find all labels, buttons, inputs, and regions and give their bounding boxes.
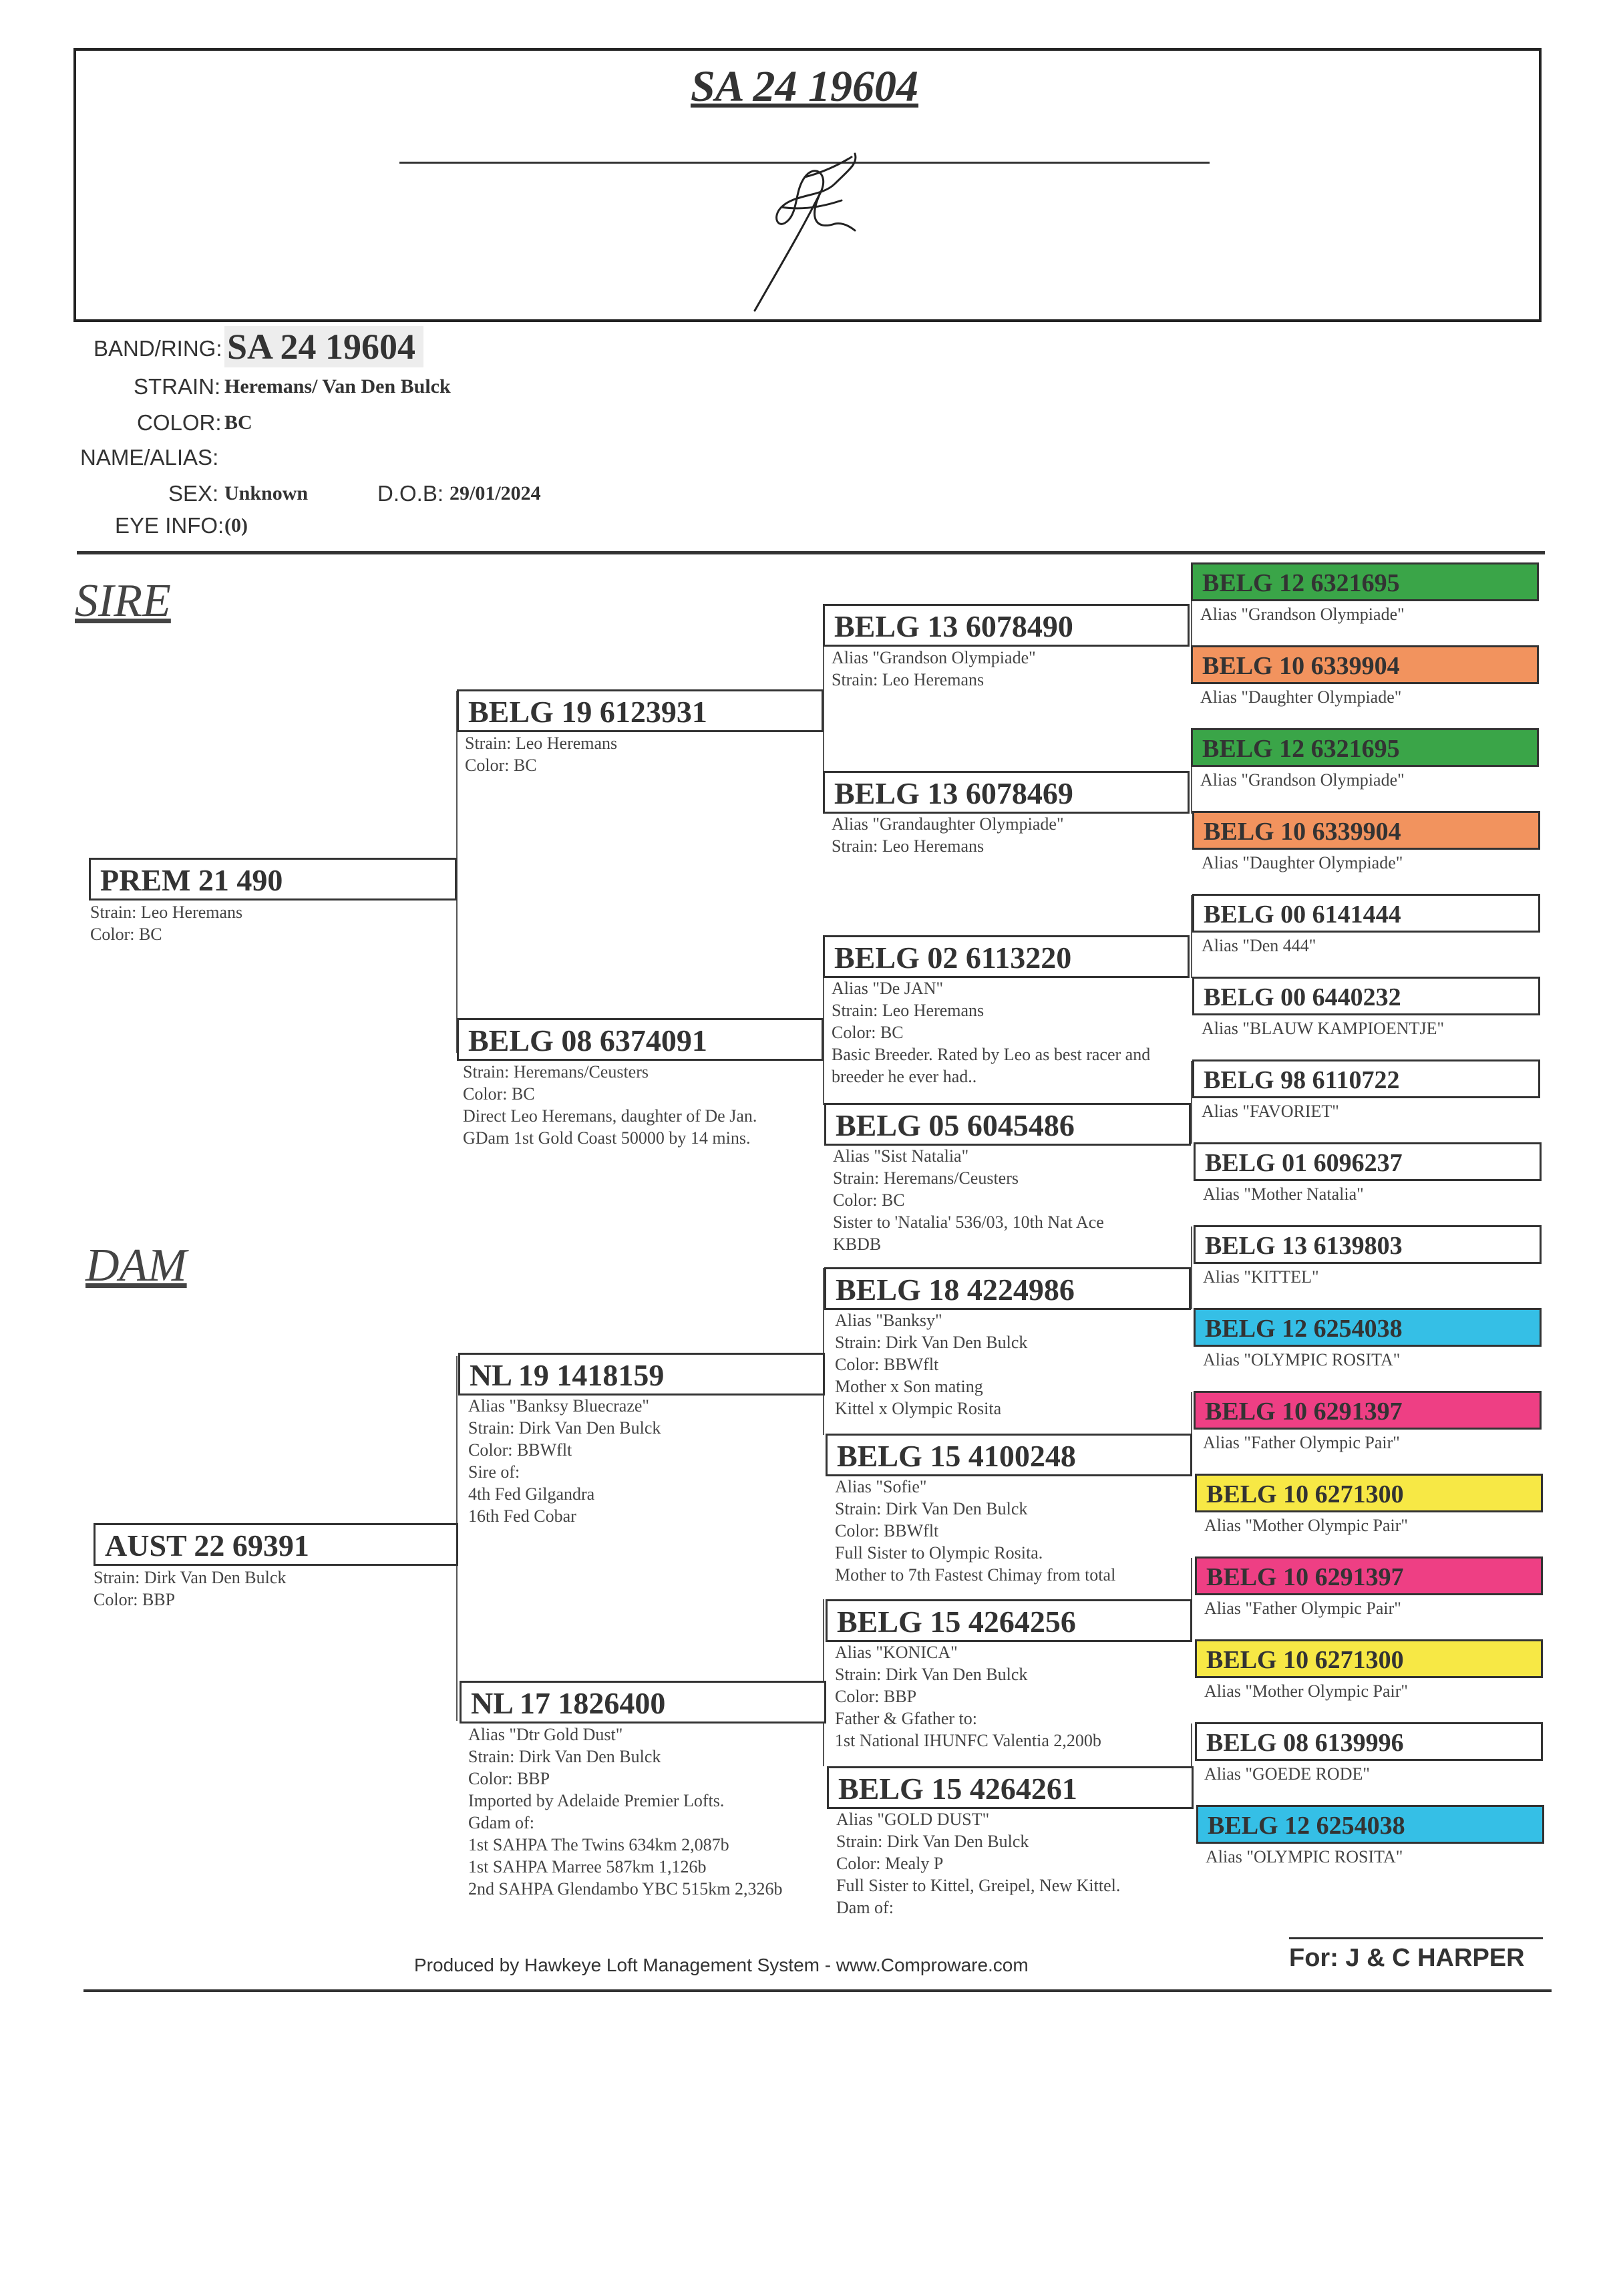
dam-dam-info: Alias "Dtr Gold Dust" Strain: Dirk Van Den Bulck Color: BBP Imported by Adelaide Premier Lofts. Gdam of: 1st SAHPA The Twins 634km 2,087b 1st SAHPA Marree 587km 1,126b 2nd SAHPA Glendambo YBC 515km 2,326b <box>468 1725 783 1899</box>
g3-info-2: Alias "Grandaughter Olympiade" Strain: Leo Heremans <box>832 814 1064 856</box>
g3-ring-7: BELG 15 4264256 <box>826 1599 1192 1642</box>
g4-ring-11: BELG 10 6291397 <box>1194 1391 1542 1430</box>
sex-label: SEX: <box>168 481 219 506</box>
g4-alias-16: Alias "OLYMPIC ROSITA" <box>1206 1847 1403 1866</box>
g4-ring-10: BELG 12 6254038 <box>1194 1308 1542 1347</box>
color-value: BC <box>224 412 252 434</box>
g4-alias-5: Alias "Den 444" <box>1202 936 1316 955</box>
g3-ring-1: BELG 13 6078490 <box>823 604 1190 647</box>
divider <box>77 551 1545 554</box>
signature-icon <box>741 137 888 317</box>
dam-sire-ring: NL 19 1418159 <box>458 1353 825 1396</box>
g4-alias-3: Alias "Grandson Olympiade" <box>1200 770 1405 790</box>
g3-ring-5: BELG 18 4224986 <box>824 1267 1191 1310</box>
dam-section-label: DAM <box>85 1240 187 1291</box>
g4-ring-15: BELG 08 6139996 <box>1195 1722 1543 1761</box>
connector-line <box>1191 1226 1192 1309</box>
g4-ring-4: BELG 10 6339904 <box>1192 811 1540 850</box>
g4-alias-6: Alias "BLAUW KAMPIOENTJE" <box>1202 1019 1445 1038</box>
sire-sire-info: Strain: Leo Heremans Color: BC <box>465 733 618 775</box>
g3-ring-3: BELG 02 6113220 <box>823 935 1190 978</box>
g3-ring-6: BELG 15 4100248 <box>826 1434 1192 1476</box>
strain-value: Heremans/ Van Den Bulck <box>224 375 451 397</box>
g4-alias-10: Alias "OLYMPIC ROSITA" <box>1203 1350 1401 1369</box>
g4-ring-8: BELG 01 6096237 <box>1194 1142 1542 1181</box>
band-label: BAND/RING: <box>94 336 222 361</box>
footer-rule <box>83 1989 1552 1992</box>
dam-info: Strain: Dirk Van Den Bulck Color: BBP <box>94 1568 287 1609</box>
dam-dam-ring: NL 17 1826400 <box>460 1681 826 1724</box>
sire-ring: PREM 21 490 <box>89 858 457 900</box>
g3-info-5: Alias "Banksy" Strain: Dirk Van Den Bulck Color: BBWflt Mother x Son mating Kittel x Olympic Rosita <box>835 1311 1028 1418</box>
g4-ring-3: BELG 12 6321695 <box>1191 728 1539 767</box>
g3-info-1: Alias "Grandson Olympiade" Strain: Leo Heremans <box>832 648 1036 689</box>
g3-info-4: Alias "Sist Natalia" Strain: Heremans/Ceusters Color: BC Sister to 'Natalia' 536/03, 10th Nat Ace KBDB <box>833 1146 1104 1254</box>
footer-for-rule <box>1289 1937 1543 1939</box>
g4-alias-11: Alias "Father Olympic Pair" <box>1203 1433 1400 1452</box>
g3-ring-4: BELG 05 6045486 <box>824 1103 1191 1146</box>
g3-ring-8: BELG 15 4264261 <box>827 1766 1194 1809</box>
footer-produced: Produced by Hawkeye Loft Management System - www.Comproware.com <box>414 1955 1029 1975</box>
g3-ring-2: BELG 13 6078469 <box>823 771 1190 814</box>
g4-ring-5: BELG 00 6141444 <box>1192 894 1540 933</box>
dam-sire-info: Alias "Banksy Bluecraze" Strain: Dirk Van Den Bulck Color: BBWflt Sire of: 4th Fed Gilgandra 16th Fed Cobar <box>468 1396 661 1526</box>
g4-ring-1: BELG 12 6321695 <box>1191 562 1539 601</box>
sire-info: Strain: Leo Heremans Color: BC <box>90 903 243 944</box>
g4-ring-7: BELG 98 6110722 <box>1192 1059 1540 1098</box>
g3-info-8: Alias "GOLD DUST" Strain: Dirk Van Den Bulck Color: Mealy P Full Sister to Kittel, Greipel, New Kittel. Dam of: <box>836 1810 1121 1917</box>
g4-alias-4: Alias "Daughter Olympiade" <box>1202 853 1403 872</box>
sire-dam-ring: BELG 08 6374091 <box>457 1018 824 1061</box>
document-title: SA 24 19604 <box>690 62 919 111</box>
g4-alias-2: Alias "Daughter Olympiade" <box>1200 687 1402 707</box>
g4-ring-9: BELG 13 6139803 <box>1194 1225 1542 1264</box>
g4-ring-12: BELG 10 6271300 <box>1195 1474 1543 1512</box>
sire-dam-info: Strain: Heremans/Ceusters Color: BC Direct Leo Heremans, daughter of De Jan. GDam 1st Gold Coast 50000 by 14 mins. <box>463 1062 757 1148</box>
g4-alias-12: Alias "Mother Olympic Pair" <box>1204 1516 1409 1535</box>
g3-info-3: Alias "De JAN" Strain: Leo Heremans Color: BC Basic Breeder. Rated by Leo as best racer and breeder he ever had.. <box>832 979 1151 1086</box>
g4-ring-13: BELG 10 6291397 <box>1195 1556 1543 1595</box>
dob-label: D.O.B: <box>377 481 444 506</box>
strain-label: STRAIN: <box>134 374 221 399</box>
g4-alias-1: Alias "Grandson Olympiade" <box>1200 605 1405 624</box>
g4-alias-15: Alias "GOEDE RODE" <box>1204 1764 1370 1784</box>
sire-section-label: SIRE <box>75 575 171 627</box>
color-label: COLOR: <box>137 410 222 435</box>
g4-alias-9: Alias "KITTEL" <box>1203 1267 1319 1287</box>
g4-ring-6: BELG 00 6440232 <box>1192 977 1540 1015</box>
band-value: SA 24 19604 <box>224 326 423 367</box>
footer-for: For: J & C HARPER <box>1289 1944 1525 1972</box>
g4-ring-2: BELG 10 6339904 <box>1191 645 1539 684</box>
g3-info-7: Alias "KONICA" Strain: Dirk Van Den Bulck Color: BBP Father & Gfather to: 1st National IHUNFC Valentia 2,200b <box>835 1643 1101 1750</box>
g4-ring-16: BELG 12 6254038 <box>1196 1805 1544 1844</box>
g4-alias-8: Alias "Mother Natalia" <box>1203 1184 1364 1204</box>
eye-info-value: (0) <box>224 514 248 536</box>
g4-alias-7: Alias "FAVORIET" <box>1202 1102 1339 1121</box>
g4-ring-14: BELG 10 6271300 <box>1195 1639 1543 1678</box>
g4-alias-14: Alias "Mother Olympic Pair" <box>1204 1681 1409 1701</box>
dob-value: 29/01/2024 <box>450 482 541 504</box>
eye-info-label: EYE INFO: <box>115 513 224 538</box>
g3-info-6: Alias "Sofie" Strain: Dirk Van Den Bulck Color: BBWflt Full Sister to Olympic Rosita. Mother to 7th Fastest Chimay from total <box>835 1477 1116 1585</box>
sex-value: Unknown <box>224 482 309 504</box>
sire-sire-ring: BELG 19 6123931 <box>457 689 824 732</box>
g4-alias-13: Alias "Father Olympic Pair" <box>1204 1599 1401 1618</box>
dam-ring: AUST 22 69391 <box>94 1523 458 1566</box>
name-alias-label: NAME/ALIAS: <box>80 445 219 470</box>
